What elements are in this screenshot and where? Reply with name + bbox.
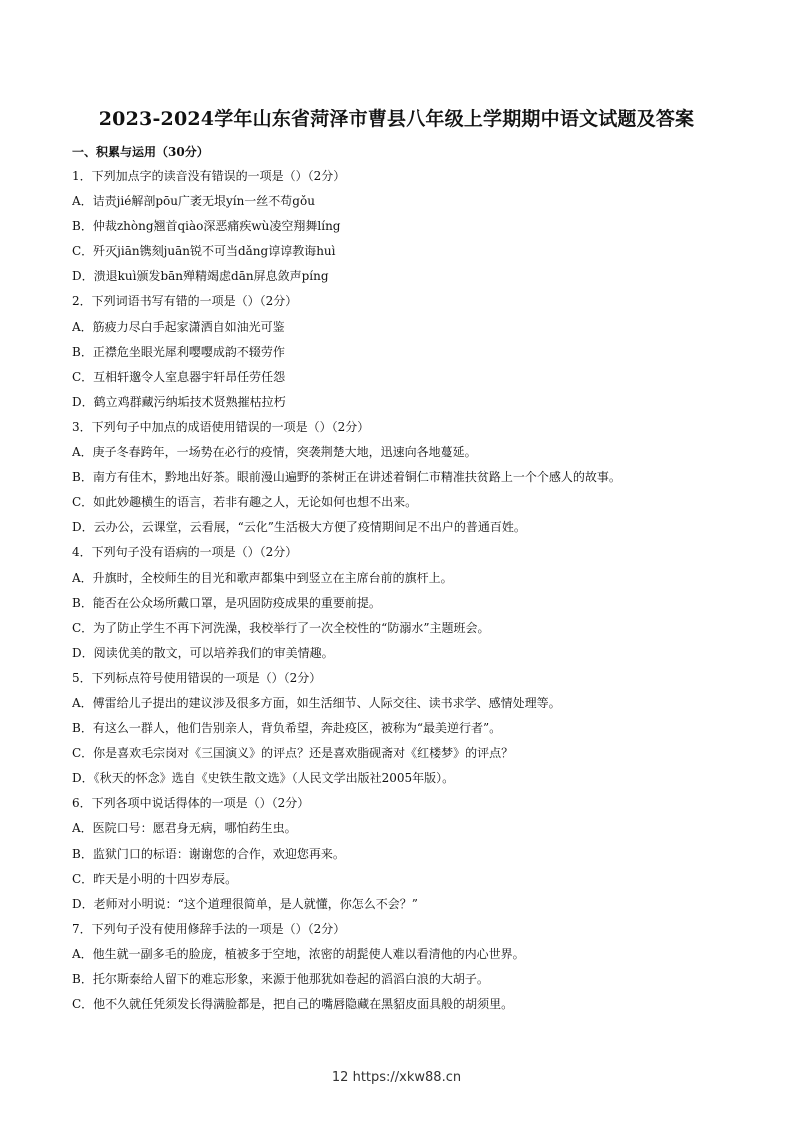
answer-option: A．庚子冬春跨年，一场势在必行的疫情，突袭荆楚大地，迅速向各地蔓延。 <box>72 445 477 460</box>
page-title: 2023-2024学年山东省菏泽市曹县八年级上学期期中语文试题及答案 <box>98 108 695 130</box>
question-stem: 1．下列加点字的读音没有错误的一项是（）（2分） <box>72 169 346 183</box>
answer-option: B．托尔斯泰给人留下的难忘形象，来源于他那犹如卷起的滔滔白浪的大胡子。 <box>72 972 489 986</box>
question-stem: 3．下列句子中加点的成语使用错误的一项是（）（2分） <box>72 419 370 434</box>
answer-option: A．诘责jié解剖pōu广袤无垠yín一丝不苟gǒu <box>72 194 315 209</box>
answer-option: B．正襟危坐眼光犀利嘤嘤成韵不辍劳作 <box>72 344 285 359</box>
answer-option: A．升旗时，全校师生的目光和歌声都集中到竖立在主席台前的旗杆上。 <box>72 570 453 585</box>
answer-option: B．南方有佳木，黔地出好茶。眼前漫山遍野的茶树正在讲述着铜仁市精准扶贫路上一个个感人的故事。 <box>72 470 621 485</box>
answer-option: D．老师对小明说：“这个道理很简单，是人就懂，你怎么不会？” <box>72 896 418 911</box>
answer-option: D．《秋天的怀念》选自《史铁生散文选》（人民文学出版社2005年版）。 <box>72 771 455 786</box>
answer-option: D．溃退kuì颁发bān殚精竭虑dān屏息敛声píng <box>72 269 329 284</box>
answer-option: C．歼灭jiān镌刻juān锐不可当dǎng谆谆教诲huì <box>72 244 336 259</box>
section-heading: 一、积累与运用（30分） <box>72 145 209 159</box>
question-stem: 2．下列词语书写有错的一项是（）（2分） <box>72 294 298 309</box>
answer-option: A．他生就一副多毛的脸庞，植被多于空地，浓密的胡髭使人难以看清他的内心世界。 <box>72 946 525 961</box>
answer-option: C．为了防止学生不再下河洗澡，我校举行了一次全校性的“防溺水”主题班会。 <box>72 620 490 635</box>
answer-option: C．如此妙趣横生的语言，若非有趣之人，无论如何也想不出来。 <box>72 495 418 510</box>
page-footer: 12 https://xkw88.cn <box>331 1070 462 1085</box>
answer-option: A．医院口号：愿君身无病，哪怕药生虫。 <box>72 821 297 836</box>
question-stem: 5．下列标点符号使用错误的一项是（）（2分） <box>72 670 322 685</box>
answer-option: C．互相轩邈令人室息器宇轩昂任劳任怨 <box>72 369 286 384</box>
answer-option: B．能否在公众场所戴口罩，是巩固防疫成果的重要前提。 <box>72 595 381 610</box>
answer-option: B．仲裁zhòng翘首qiào深恶痛疾wù凌空翔舞líng <box>72 219 341 234</box>
answer-option: C．你是喜欢毛宗岗对《三国演义》的评点？还是喜欢脂砚斋对《红楼梦》的评点？ <box>72 746 514 761</box>
answer-option: D．阅读优美的散文，可以培养我们的审美情趣。 <box>72 645 334 660</box>
answer-option: B．监狱门口的标语：谢谢您的合作，欢迎您再来。 <box>72 846 345 861</box>
answer-option: D．云办公，云课堂，云看展，“云化”生活极大方便了疫情期间足不出户的普通百姓。 <box>72 520 526 535</box>
question-stem: 7．下列句子没有使用修辞手法的一项是（）（2分） <box>72 921 346 936</box>
question-stem: 6．下列各项中说话得体的一项是（）（2分） <box>72 796 310 811</box>
answer-option: A．傅雷给儿子提出的建议涉及很多方面，如生活细节、人际交往、读书求学、感情处理等。 <box>72 695 561 710</box>
question-stem: 4．下列句子没有语病的一项是（）（2分） <box>72 545 298 560</box>
answer-option: B．有这么一群人，他们告别亲人，背负希望，奔赴疫区，被称为“最美逆行者”。 <box>72 721 502 736</box>
answer-option: C．他不久就任凭须发长得满脸都是，把自己的嘴唇隐藏在黑貂皮面具般的胡须里。 <box>72 997 514 1012</box>
answer-option: D．鹤立鸡群藏污纳垢技术贤熟摧枯拉朽 <box>72 394 286 409</box>
answer-option: A．筋疲力尽白手起家潇洒自如油光可鉴 <box>72 319 285 334</box>
answer-option: C．昨天是小明的十四岁寿辰。 <box>72 871 238 886</box>
question-list <box>72 164 732 1017</box>
